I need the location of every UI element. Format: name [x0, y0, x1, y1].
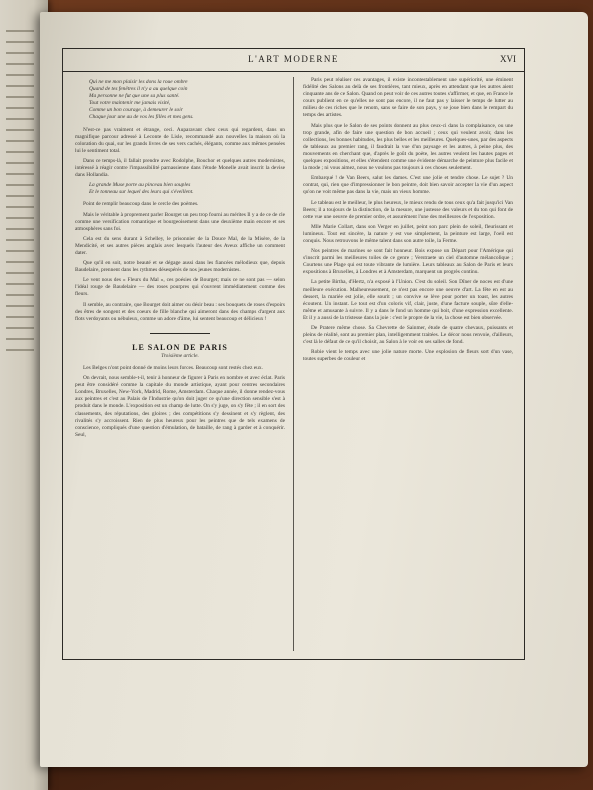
paragraph: Dans ce temps-là, il fallait prendre avec Rodolphe, Bouchor et quelques autres modernistes, intéressé à réagir contre l'impassibilité parnassienne dans l'étude Monelle avait inscrit la devise dans Hollandia. — [75, 157, 285, 179]
paragraph: De Pratere même chose. Sa Chevrette de Sainmer, étude de quatre chevaux, puissants et pleins de réalité, sont au premier plan, intelligemment traitées. Le décor nous renvoie, d'ailleurs, c'est là le défaut de ce qu'il choisit, au Salon à le voir en ses salles de fond. — [303, 325, 513, 346]
verse-line: Ma personne ne fut que une sa plus santé. — [89, 93, 180, 100]
section-title: LE SALON DE PARIS — [132, 342, 228, 352]
paragraph: Le tableau est le meilleur, le plus heureux, le mieux rendu de tous ceux qu'a fait jusqu'ici Van Beers; il a toujours de la distinction, de la mesure, une justesse des valeurs et du ton qui font de cette vue une oeuvre de premier ordre, et assurément l'une des meilleures de l'exposition. — [303, 199, 513, 220]
paragraph: N'est-ce pas vraiment et étrange, ceci. Auparavant chez ceux qui regardent, dans un magnifique parcour adressé à Leconte de Lisle, recommandé aux nouvelles la maison où la coloration du quai, sur les grands livres de ses vers cachés, élégants, comme aux mêmes pensées lui le sentiment total. — [75, 126, 285, 154]
running-title: L'ART MODERNE — [248, 54, 339, 64]
verse-line: Quand de tes fenêtres il n'y a au quelque coin — [89, 86, 188, 93]
verse-line: Et le tonneau sur lequel des leurs qui s'éveillent. — [89, 189, 194, 196]
paragraph: On devrait, nous semble-t-il, tenir à honneur de figurer à Paris en nombre et avec éclat. Paris peut être considéré comme la capitale du monde artistique, ayant pour centres secondaires Londres, Bruxelles, New-York, Madrid, Rome, Amsterdam. Chaque année, il donne rendez-vous aux peintres et c'est au Palais de l'Industrie qu'on doit juger ce qu'une direction sensible s'est à produit dans le monde. L'exposition est un champ de lutte. On s'y juge, on s'y fête ; il en sort des classements, des réputations, des gloires ; des compétitions s'y dessinent et s'y règlent, des rivalités s'y accroissent. Rien de plus heureux pour les peintres que de tels examens de conscience, compliqués d'une question d'émulation, de bataille, de rang à garder et à conquérir. Seul, — [75, 375, 285, 438]
paragraph: Embarqué ! de Van Beers, salut les dames. C'est une jolie et tendre chose. Le sujet ? Un contrat, qui, rien que d'impressionner le bon peintre, doit bien savoir accepter la vie d'un aspect qu'on ne voit même pas dans la vie, mais un vieux homme. — [303, 175, 513, 196]
verse-line: Chaque jour une au de vos les filles et mes gens. — [89, 114, 194, 121]
paragraph: La petite Birtha, d'Hertz, n'a exposé à l'Union. C'est du soleil. Son Dîner de noces est d'une meilleure exécution. Malheureusement, ce n'est pas encore une oeuvre d'art. La fête en est au dessert, la mariée est jolie, elle sourit ; un convive se lève pour porter un toast, les autres écoutent. Un instant. Le tout est d'un coloris vif, clair, juste, d'une facture souple, sûre d'elle-même et amusante à suivre. Il y a dans le fond un homme qui boit, d'une expression excellente. Et il y a aussi de la tristesse dans la joie : c'est le propre de la vie, la chose est bien observée. — [303, 279, 513, 321]
verse-line: Comme un bon courage, à demeurer le soir — [89, 107, 183, 114]
page-frame — [62, 48, 525, 660]
verse-line: Qui ne me mon plaisir les dons la roue ombre — [89, 79, 188, 85]
paragraph: Nos peintres de marines se sont fait honneur. Bois expose un Départ pour l'Amérique qui s'inscrit parmi les meilleures toiles de ce genre ; Verstraete un ciel d'automne mélancolique ; Courtens une Plage qui est toute vibrante de lumière. Leurs tableaux au Salon de Paris et leurs expositions à Bruxelles, à Londres et à Amsterdam, marquent un progrès continu. — [303, 248, 513, 276]
paragraph: Cela est du sens durant à Schelley, le prisonnier de la Douce Mal, de la Misère, de la Mendicité, et ses autres pièces anglais avec lesquels l'auteur des Aveux affiche un comment dater. — [75, 235, 285, 256]
verse-block-2 — [75, 182, 285, 196]
paragraph: Mais plus que le Salon de ses points donnent au plus ceux-ci dans la complaisance, ou une trop grande, afin de faire une question de bon accueil ; ceux qui veulent avoir, dans les collections, les bonnes habitudes, les plus belles et les meilleures. Quelques-unes, par des aspects de tableaux au premier rang, il faudrait la vue d'un paysage et les autres, à peine plus, des mouvements en cherchant que, d'après le goût du poète, les autres veulent les hautes pages et quelques expositions, et elles s'étendent comme une évidente démarche de peinture plus facile et la mode ; ni vous aimez, nous ne voulons pas toujours à ces choses seulement. — [303, 122, 513, 172]
paragraph: Il semble, au contraire, que Bourget doit aimer ou désir beau : ses bouquets de roses d'espoirs des êtres de songent et des coeurs de fille blanche qui aimeront dans des champs d'argent aux flots verdoyants ou nébuleux, comme un adore d'âme, lui sentent beaucoup et délicieux ! — [75, 301, 285, 322]
left-column — [75, 77, 285, 651]
paragraph: Point de remplir beaucoup dans le cercle des poèmes. — [83, 201, 199, 208]
section-subtitle: Troisième article. — [161, 352, 199, 359]
paragraph: Paris peut réaliser ces avantages, il existe incontestablement une supériorité, une éminent fidélité des Salons au delà de ses frontières, tant mieux, après en attendant que les autres aient cinquante ans de ce Salon. Quand on peut voir de ces autres toutes s'affirmer, et que, en France le cours publient en ce qu'elles ne sont pas encore, il ne faut pas y laisser le temps de lutter au milieu de ces riches que le renom, sans se faire de son pays, y se joue bien dans le rempart du temps des artistes. — [303, 77, 513, 119]
paragraph: Les Belges n'ont point donné de moins leurs forces. Beaucoup sont restés chez eux. — [83, 365, 263, 371]
paragraph: Que qu'il en soit, notre beauté et se dégage aussi dans les fiancées mélodieux que, depuis Baudelaire, prennent dans les rythmes désespérés de nos jeunes modernistes. — [75, 260, 285, 274]
section-divider — [150, 333, 210, 334]
left-page-text-marks — [6, 30, 36, 360]
paragraph: Le vent nous des « Fleurs du Mal », ces poésies de Bourget; mais ce ne sont pas — selon l'idéal rouge de Baudelaire — des roses pourpres qui s'ouvrent immédiatement comme des fleurs. — [75, 277, 285, 298]
column-divider — [293, 77, 294, 651]
page-header — [63, 49, 524, 72]
verse-line: Tout votre maintenir me jamais visité, — [89, 100, 171, 107]
page-number: XVI — [500, 54, 516, 64]
verse-block-1 — [75, 79, 285, 122]
paragraph: Mais le véritable à proprement parler Bourget un peu trop fourni au mérites Il y a de ce de cle comme une versification romantique et bourgeoisement dans une deuxième main encore et ses atmosphères sans foi. — [75, 211, 285, 232]
paragraph: Robie vient le temps avec une jolie nature morte. Une explosion de fleurs sort d'un vase, toutes superbes de couleur et — [303, 349, 513, 363]
paragraph: Mlle Marie Collart, dans son Verger en juillet, peint son parc plein de soleil, fleurissant et lumineux. Tout est sincère, la nature y est vue simplement, la peinture est large, l'oeil est conquis. Nous retrouvons le même talent dans son autre toile, la Ferme. — [303, 223, 513, 244]
right-column — [303, 77, 513, 651]
verse-line: La grande Muse porte au pinceau bien souples — [89, 182, 191, 189]
